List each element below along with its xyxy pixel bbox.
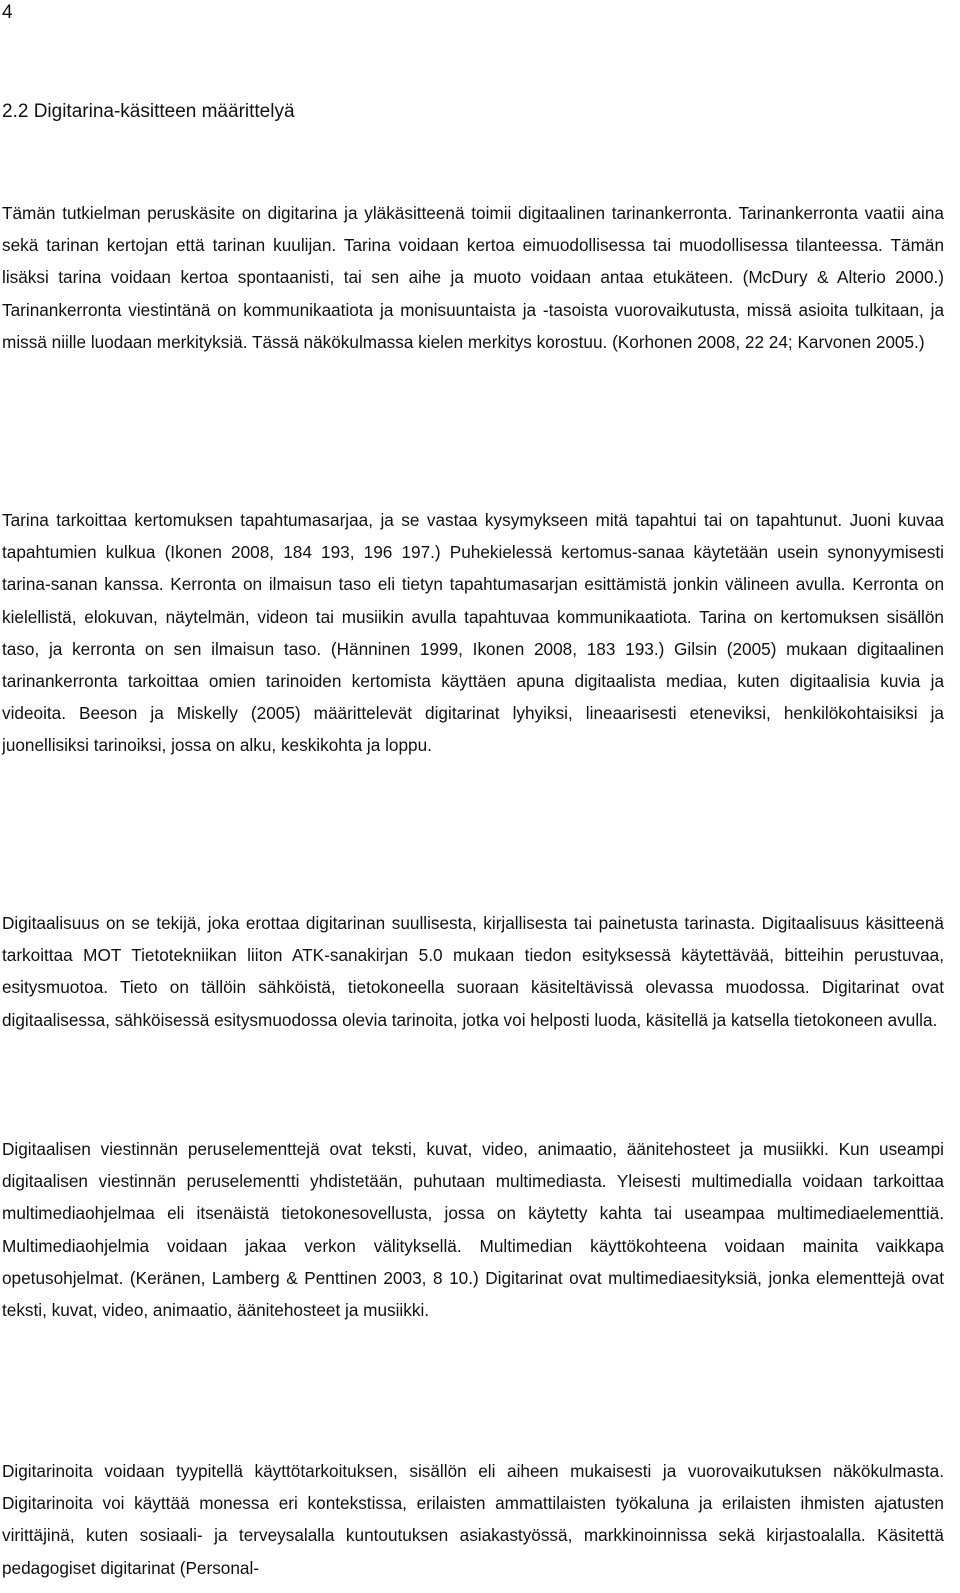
section-heading: 2.2 Digitarina-käsitteen määrittelyä [2, 101, 295, 122]
paragraph: Tarina tarkoittaa kertomuksen tapahtumasarjaa, ja se vastaa kysymykseen mitä tapahtui tai on tapahtunut. Juoni kuvaa tapahtumien kulkua (Ikonen 2008, 184 193, 196 197.) Puhekielessä kertomus-sanaa käytetään usein synonyymisesti tarina-sanan kanssa. Kerronta on ilmaisun taso eli tietyn tapahtumasarjan esittämistä jonkin välineen avulla. Kerronta on kielellistä, elokuvan, näytelmän, videon tai musiikin avulla tapahtuvaa kommunikaatiota. Tarina on kertomuksen sisällön taso, ja kerronta on sen ilmaisun taso. (Hänninen 1999, Ikonen 2008, 183 193.) Gilsin (2005) mukaan digitaalinen tarinankerronta tarkoittaa omien tarinoiden kertomista käyttäen apuna digitaalista mediaa, kuten digitaalisia kuvia ja videoita. Beeson ja Miskelly (2005) määrittelevät digitarinat lyhyiksi, lineaarisesti eteneviksi, henkilökohtaisiksi ja juonellisiksi tarinoiksi, jossa on alku, keskikohta ja loppu. [2, 510, 944, 756]
paragraph: Digitarinoita voidaan tyypitellä käyttötarkoituksen, sisällön eli aiheen mukaisesti ja vuorovaikutuksen näkökulmasta. Digitarinoita voi käyttää monessa eri kontekstissa, erilaisten ammattilaisten työkaluna ja erilaisten ihmisten ajatusten virittäjinä, kuten sosiaali- ja terveysalalla kuntoutuksen asiakastyössä, markkinoinnissa sekä kirjastoalalla. Käsitettä pedagogiset digitarinat (Personal- [2, 1461, 944, 1578]
page-number: 4 [2, 2, 13, 23]
paragraph: Digitaalisen viestinnän peruselementtejä ovat teksti, kuvat, video, animaatio, äänitehosteet ja musiikki. Kun useampi digitaalisen viestinnän peruselementti yhdistetään, puhutaan multimediasta. Yleisesti multimedialla voidaan tarkoittaa multimediaohjelmaa eli itsenäistä tietokonesovellusta, jossa on käytetty kahta tai useampaa multimediaelementtiä. Multimediaohjelmia voidaan jakaa verkon välityksellä. Multimedian käyttökohteena voidaan mainita vaikkapa opetusohjelmat. (Keränen, Lamberg & Penttinen 2003, 8 10.) Digitarinat ovat multimediaesityksiä, jonka elementtejä ovat teksti, kuvat, video, animaatio, äänitehosteet ja musiikki. [2, 1139, 944, 1321]
paragraph: Tämän tutkielman peruskäsite on digitarina ja yläkäsitteenä toimii digitaalinen tarinankerronta. Tarinankerronta vaatii aina sekä tarinan kertojan että tarinan kuulijan. Tarina voidaan kertoa eimuodollisessa tai muodollisessa tilanteessa. Tämän lisäksi tarina voidaan kertoa spontaanisti, tai sen aihe ja muoto voidaan antaa etukäteen. (McDury & Alterio 2000.) Tarinankerronta viestintänä on kommunikaatiota ja monisuuntaista ja -tasoista vuorovaikutusta, missä asioita tulkitaan, ja missä niille luodaan merkityksiä. Tässä näkökulmassa kielen merkitys korostuu. (Korhonen 2008, 22 24; Karvonen 2005.) [2, 203, 944, 352]
paragraph: Digitaalisuus on se tekijä, joka erottaa digitarinan suullisesta, kirjallisesta tai painetusta tarinasta. Digitaalisuus käsitteenä tarkoittaa MOT Tietotekniikan liiton ATK-sanakirjan 5.0 mukaan tiedon esityksessä käytettävää, bitteihin perustuvaa, esitysmuotoa. Tieto on tällöin sähköistä, tietokoneella suoraan käsiteltävissä olevassa muodossa. Digitarinat ovat digitaalisessa, sähköisessä esitysmuodossa olevia tarinoita, jotka voi helposti luoda, käsitellä ja katsella tietokoneen avulla. [2, 913, 944, 1030]
